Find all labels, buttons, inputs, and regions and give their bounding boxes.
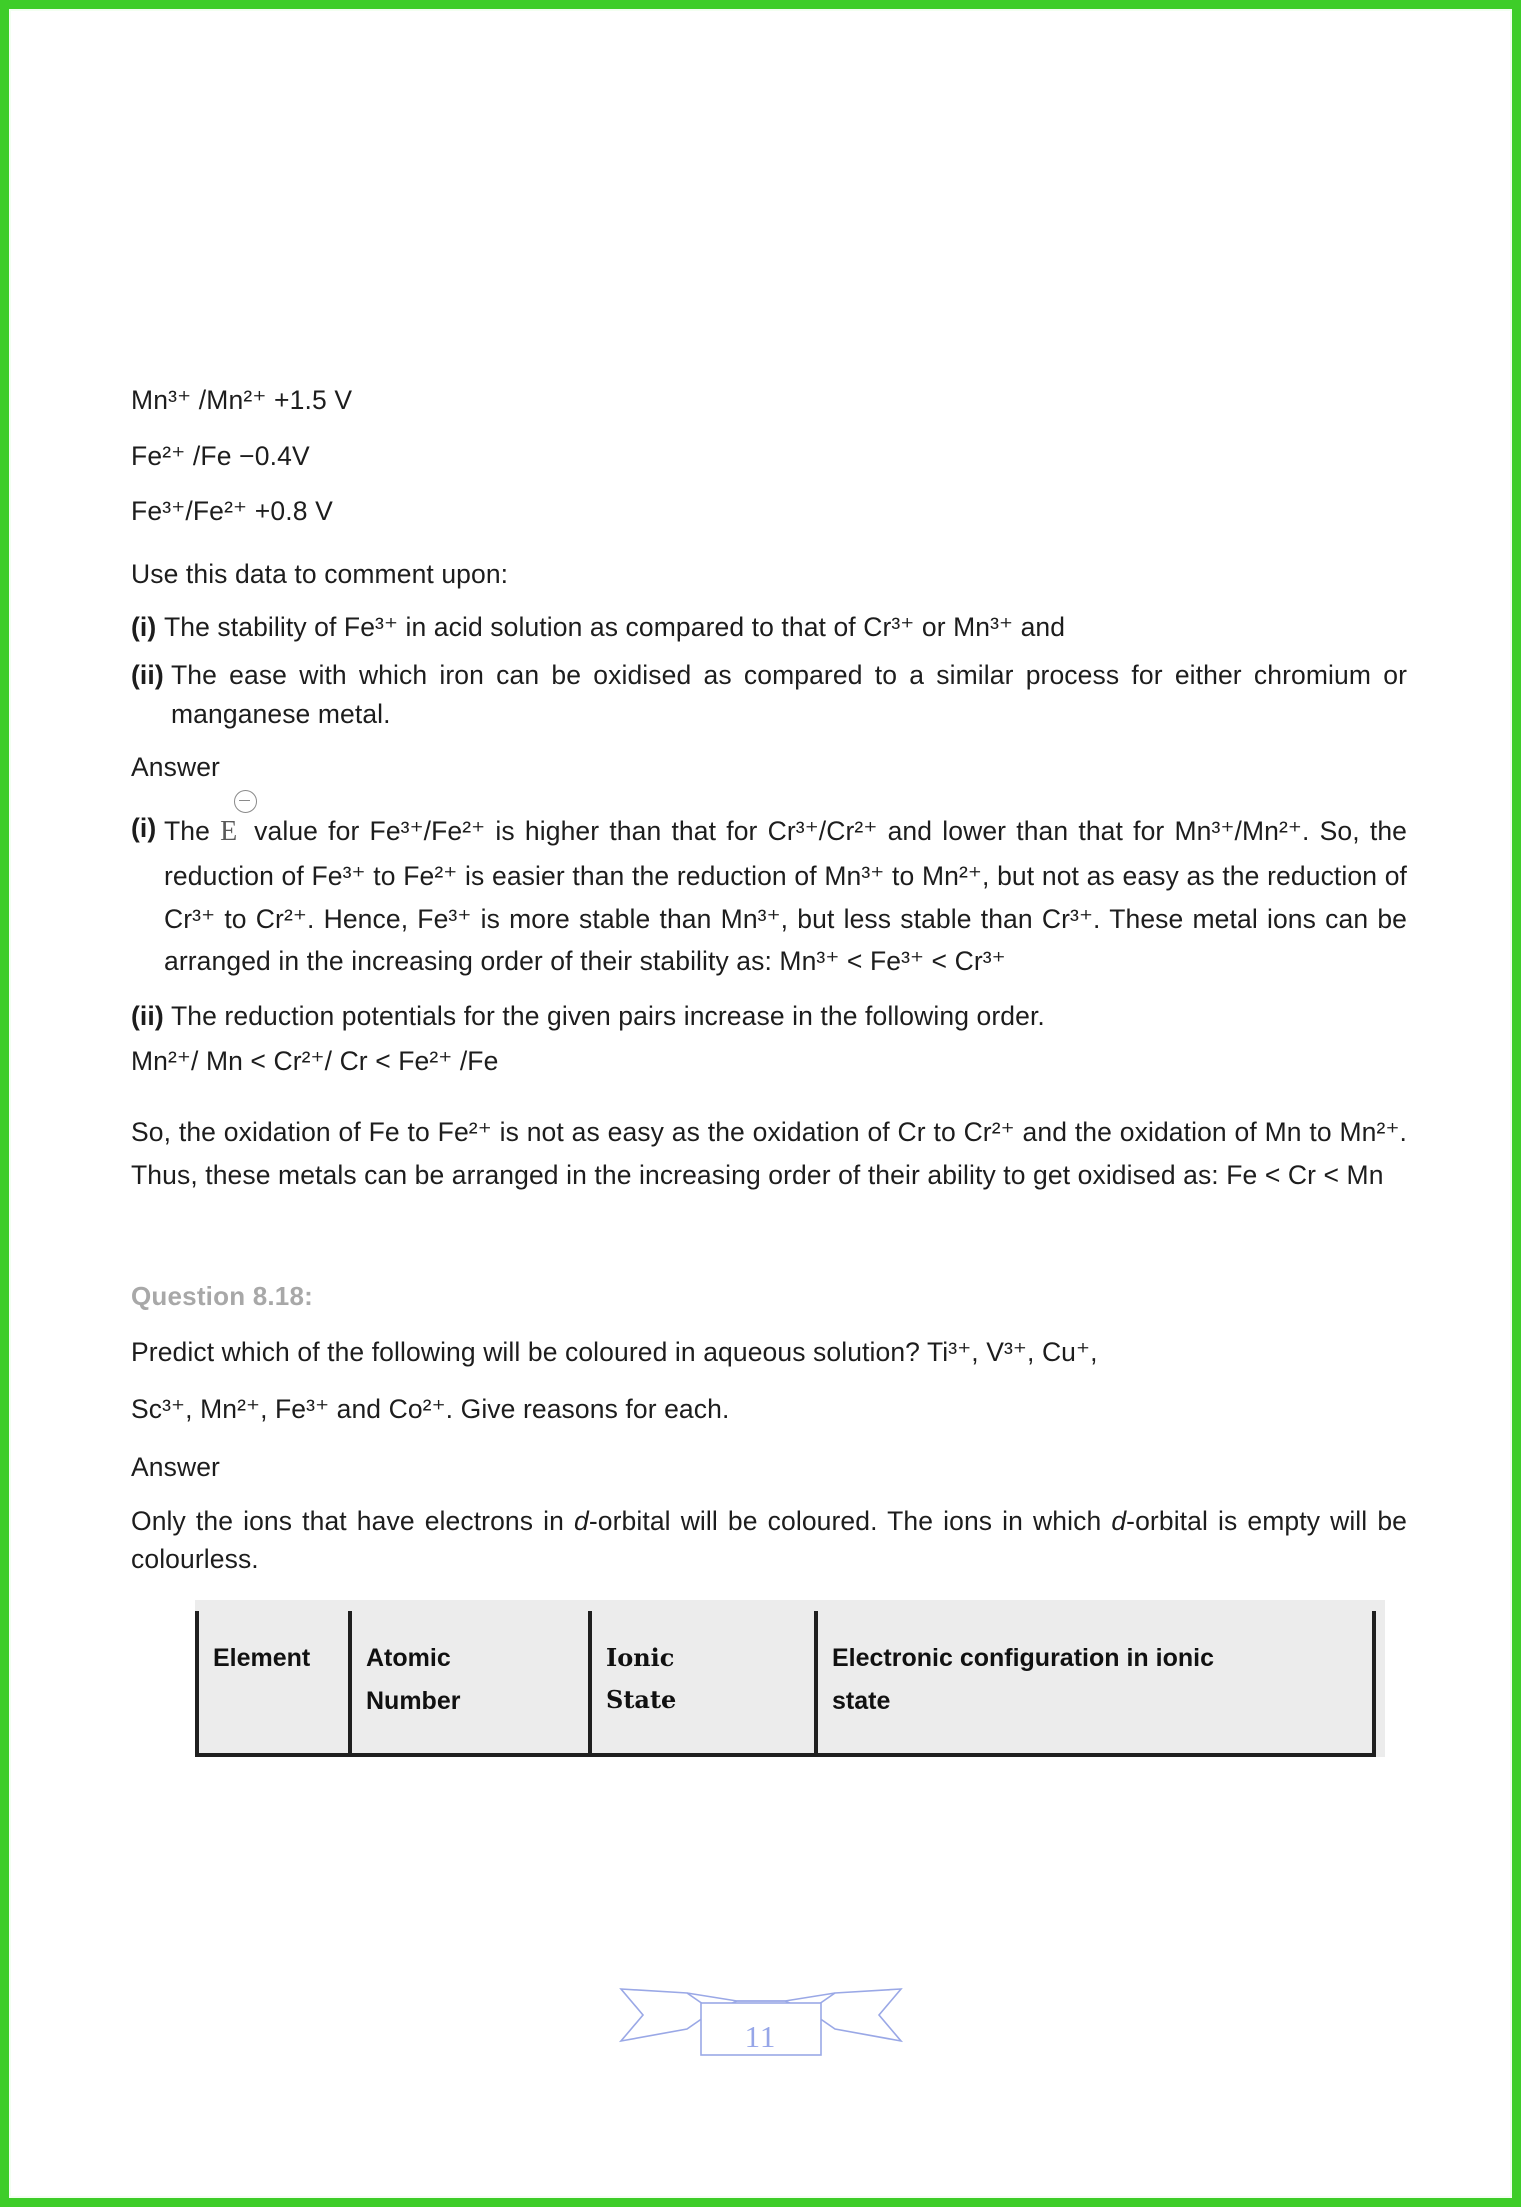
answer-item-i-marker: (i) (131, 813, 157, 844)
question-818-prompt-line-2: Sc³⁺, Mn²⁺, Fe³⁺ and Co²⁺. Give reasons for each. (131, 1393, 730, 1424)
answer-818-part2: -orbital will be coloured. The ions in which (588, 1506, 1112, 1537)
table-background (195, 1600, 1385, 1757)
question-818-heading: Question 8.18: (131, 1281, 313, 1312)
answer-item-i-text (164, 809, 1407, 983)
answer-label-818: Answer (131, 1451, 220, 1482)
oxidation-closing-paragraph: So, the oxidation of Fe to Fe²⁺ is not as easy as the oxidation of Cr to Cr²⁺ and the oxidation of Mn to Mn²⁺. Thus, these metals can be arranged in the increasing order of their ability to get oxidised as: Fe < Cr < Mn (131, 1117, 1407, 1191)
table-header-row (197, 1611, 1374, 1755)
answer-818-part3: -orbital is empty will be colourless. (131, 1506, 1407, 1574)
answer-label-prev: Answer (131, 752, 220, 783)
answer-item-i-lead: The (164, 816, 210, 847)
table-header-atomic-line-1: Atomic (366, 1644, 451, 1673)
question-item-ii (131, 656, 1407, 736)
question-818-answer-paragraph (131, 1503, 1407, 1578)
table-header-atomic-line-2: Number (366, 1687, 461, 1716)
electronic-configuration-table (195, 1611, 1376, 1757)
table-header-ionic-line-2: State (606, 1684, 677, 1714)
answer-818-italic-d-1: d (574, 1506, 589, 1537)
potential-line-3: Fe³⁺/Fe²⁺ +0.8 V (131, 496, 333, 526)
question-item-i-marker: (i) (131, 611, 157, 642)
potential-line-2: Fe²⁺ /Fe −0.4V (131, 440, 310, 471)
table-header-element-label: Element (213, 1644, 311, 1673)
question-item-ii-marker: (ii) (131, 659, 164, 690)
question-818-prompt-line-1: Predict which of the following will be coloured in aqueous solution? Ti³⁺, V³⁺, Cu⁺, (131, 1337, 1098, 1368)
page-number-label: 11 (744, 2019, 777, 2054)
answer-818-part1: Only the ions that have electrons in (131, 1506, 575, 1537)
answer-item-i (131, 809, 1407, 983)
standard-electrode-potential-icon: E (220, 809, 254, 854)
table-header (197, 1611, 1374, 1755)
section-spacer (131, 1203, 1407, 1281)
page-number-ribbon (617, 1967, 905, 2067)
answer-818-italic-d-2: d (1111, 1506, 1127, 1537)
table-header-ionic-line-1: Ionic (606, 1643, 675, 1673)
comment-prompt: Use this data to comment upon: (131, 558, 509, 589)
table-header-ionic-state (590, 1611, 816, 1755)
answer-item-i-body: value for Fe³⁺/Fe²⁺ is higher than that for Cr³⁺/Cr²⁺ and lower than that for Mn³⁺/Mn²⁺. So, the reduction of Fe³⁺ to Fe²⁺ is easier than the reduction of Mn³⁺ to Mn²⁺, but not as easy as the reduction of Cr³⁺ to Cr²⁺. Hence, Fe³⁺ is more stable than Mn³⁺, but less stable than Cr³⁺. These metal ions can be arranged in the increasing order of their stability as: Mn³⁺ < Fe³⁺ < Cr³⁺ (164, 816, 1408, 977)
answer-item-ii-text: The reduction potentials for the given pairs increase in the following order. (171, 1001, 1045, 1032)
answer-item-ii-marker: (ii) (131, 1001, 164, 1032)
question-item-ii-text: The ease with which iron can be oxidised as compared to a similar process for either chromium or manganese metal. (171, 659, 1407, 730)
table-header-atomic-number (350, 1611, 590, 1755)
table-header-element (197, 1611, 350, 1755)
electronic-configuration-table-wrapper (195, 1600, 1385, 1757)
table-header-config-line-2: state (832, 1687, 891, 1716)
question-item-i-text: The stability of Fe³⁺ in acid solution as compared to that of Cr³⁺ or Mn³⁺ and (164, 611, 1066, 642)
question-item-i (131, 608, 1407, 648)
table-header-electronic-configuration (816, 1611, 1374, 1755)
reduction-order-line: Mn²⁺/ Mn < Cr²⁺/ Cr < Fe²⁺ /Fe (131, 1046, 499, 1077)
table-header-config-line-1: Electronic configuration in ionic (832, 1644, 1214, 1673)
page-content (131, 387, 1407, 1757)
potential-line-1: Mn³⁺ /Mn²⁺ +1.5 V (131, 385, 353, 415)
answer-item-ii (131, 997, 1407, 1037)
